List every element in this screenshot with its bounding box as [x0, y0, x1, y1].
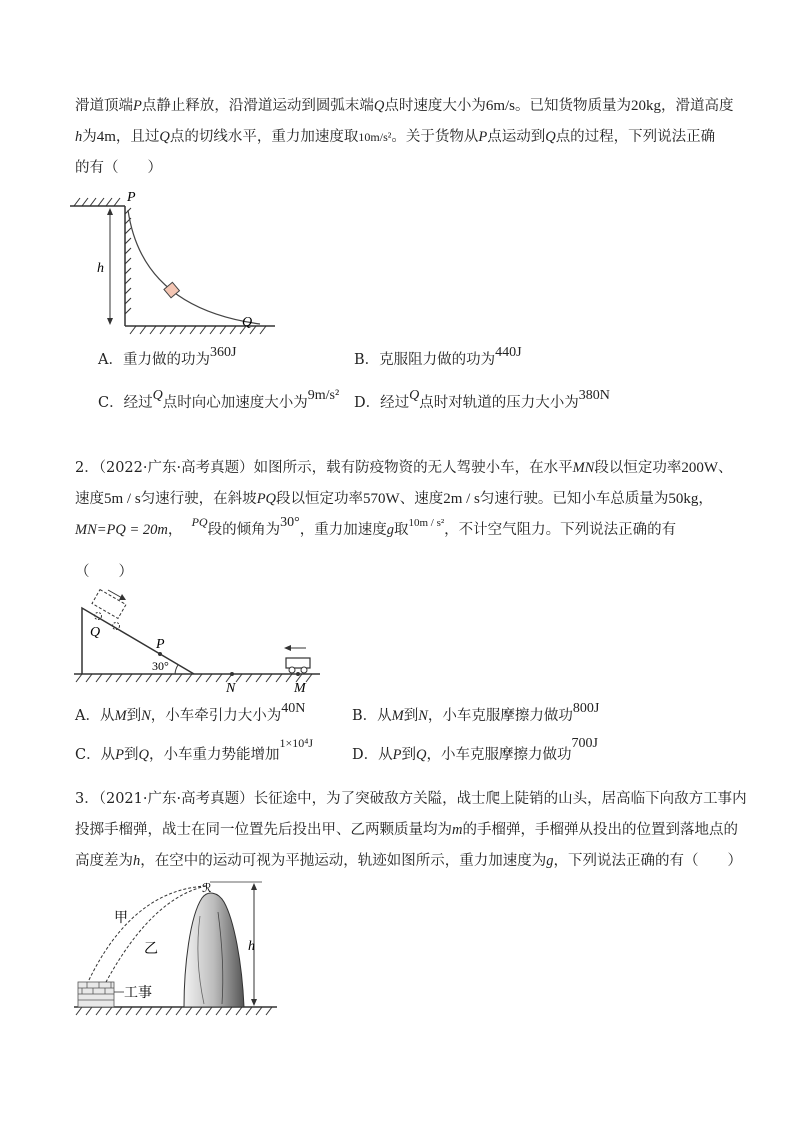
- q1-block: [164, 282, 179, 297]
- q3-stem-line2: 投掷手榴弹，战士在同一位置先后投出甲、乙两颗质量均为m的手榴弹，手榴弹从投出的位置到落地点的: [75, 822, 738, 838]
- q3-label-gongshi: 工事: [124, 986, 152, 1001]
- q2-label-M: M: [294, 681, 306, 696]
- q1-option-d[interactable]: D．经过Q点时对轨道的压力大小为380N: [354, 388, 610, 411]
- q3-ground-hatch: [76, 1007, 272, 1015]
- q2-point-P: [158, 652, 162, 656]
- q3-label-h: h: [248, 939, 255, 954]
- q1-option-c[interactable]: C．经过Q点时向心加速度大小为9m/s²: [98, 388, 340, 411]
- q1-slide-figure: [70, 188, 280, 338]
- q2-stem-line1: 2．（2022·广东·高考真题）如图所示，载有防疫物资的无人驾驶小车，在水平MN段以恒定功率200W、: [75, 460, 733, 476]
- q1-stem-line1: 滑道顶端P点静止释放，沿滑道运动到圆弧末端Q点时速度大小为6m/s。已知货物质量为20kg，滑道高度: [75, 98, 734, 114]
- q2-stem-line4: （ ）: [75, 564, 133, 580]
- q2-point-N: [230, 672, 234, 676]
- q1-option-b[interactable]: B．克服阻力做的功为440J: [354, 345, 522, 368]
- q3-grenade-figure: [72, 876, 282, 1021]
- q2-incline: [82, 608, 194, 674]
- q1-stem-line2: h为4m，且过Q点的切线水平，重力加速度取10m/s²。关于货物从P点运动到Q点的过程，下列说法正确: [75, 129, 716, 145]
- q2-label-angle: 30°: [152, 659, 169, 673]
- q3-mountain: [184, 893, 244, 1007]
- q2-option-c[interactable]: C．从P到Q，小车重力势能增加$^{1\times 10^4J}$: [75, 736, 314, 763]
- q1-label-Q: Q: [242, 315, 253, 330]
- q1-arc-track: [128, 210, 260, 324]
- q2-label-P: P: [156, 637, 165, 652]
- q2-option-b[interactable]: B．从M到N，小车克服摩擦力做功800J: [352, 701, 600, 724]
- q1-label-h: h: [97, 261, 104, 276]
- q3-label-yi: 乙: [144, 942, 158, 957]
- q2-option-a[interactable]: A．从M到N，小车牵引力大小为40N: [75, 701, 306, 724]
- q2-car: [286, 658, 310, 668]
- q2-label-Q: Q: [90, 625, 101, 640]
- q2-option-d[interactable]: D．从P到Q，小车克服摩擦力做功700J: [352, 736, 598, 763]
- q3-bunker: [78, 982, 114, 1007]
- q3-stem-line1: 3．（2021·广东·高考真题）长征途中，为了突破敌方关隘，战士爬上陡销的山头，居高临下向敌方工事内: [75, 791, 747, 807]
- q2-label-N: N: [226, 681, 236, 696]
- q1-stem-line3: 的有（ ）: [75, 160, 162, 176]
- q2-stem-line3: MN=PQ = 20m， $^{PQ}$段的倾角为30°，重力加速度g取$^{10m / s^2}$，不计空气阻力。下列说法正确的有: [75, 515, 677, 538]
- q1-label-P: P: [127, 190, 136, 205]
- q3-stem-line3: 高度差为h，在空中的运动可视为平抛运动，轨迹如图所示，重力加速度为g，下列说法正确的有（ ）: [75, 853, 742, 869]
- q2-stem-line2: 速度5m / s匀速行驶，在斜坡PQ段以恒定功率570W、速度2m / s匀速行驶。已知小车总质量为50kg，: [75, 491, 713, 507]
- q1-top-hatch: [74, 198, 120, 206]
- q2-incline-figure: [72, 586, 322, 696]
- q2-point-M: [296, 672, 300, 676]
- q1-option-a[interactable]: A．重力做的功为360J: [98, 345, 237, 368]
- q2-ground-hatch: [76, 674, 312, 682]
- q3-soldier-icon: ℛ: [202, 881, 212, 895]
- q2-dashed-car: [92, 590, 126, 619]
- q3-label-jia: 甲: [114, 911, 128, 926]
